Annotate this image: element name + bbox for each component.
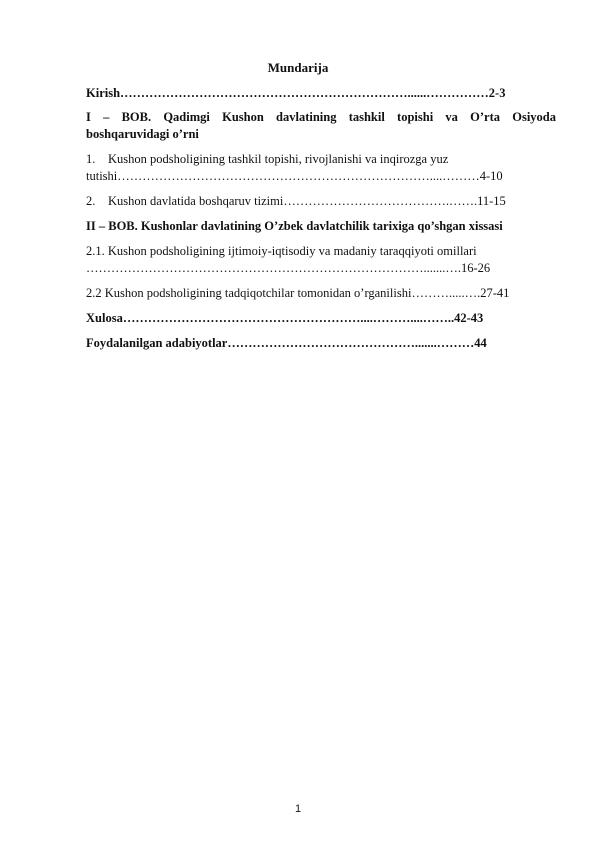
toc-entry-bob1-line2: boshqaruvidagi o’rni	[86, 127, 199, 141]
toc-entry-kirish: Kirish……………………………………………………………......……………2-3	[86, 86, 506, 100]
toc-entry-item22: 2.2 Kushon podsholigining tadqiqotchilar tomonidan o’rganilishi……….....….27-41	[86, 286, 510, 300]
toc-entry-item21-line2: ……………………………………………………………………….......….16-26	[86, 261, 491, 275]
toc-entry-item1-line1	[86, 152, 556, 167]
page-number: 1	[294, 803, 302, 815]
toc-entry-bob2: II – BOB. Kushonlar davlatining O’zbek davlatchilik tarixiga qo’shgan xissasi	[86, 219, 503, 233]
toc-item2-number: 2.	[86, 194, 96, 208]
toc-entry-xulosa: Xulosa…………………………………………………....………....……..42-43	[86, 311, 484, 325]
toc-item2-text: Kushon davlatida boshqaruv tizimi………………………………….…….11-15	[108, 194, 506, 208]
toc-entry-bob1-line1: I – BOB. Qadimgi Kushon davlatining tashkil topishi va O’rta Osiyoda	[86, 110, 556, 124]
toc-entry-item21-line1: 2.1. Kushon podsholigining ijtimoiy-iqtisodiy va madaniy taraqqiyoti omillari	[86, 244, 477, 258]
toc-item1-number: 1.	[86, 152, 96, 166]
toc-entry-item1-line2: tutishi…………………………………………………………………....………4-10	[86, 169, 503, 183]
page-title: Mundarija	[267, 60, 329, 75]
toc-item1-text: Kushon podsholigining tashkil topishi, rivojlanishi va inqirozga yuz	[108, 152, 449, 166]
toc-entry-item2	[86, 194, 556, 209]
toc-entry-adabiyotlar: Foydalanilgan adabiyotlar……………………………………….......………44	[86, 336, 487, 350]
